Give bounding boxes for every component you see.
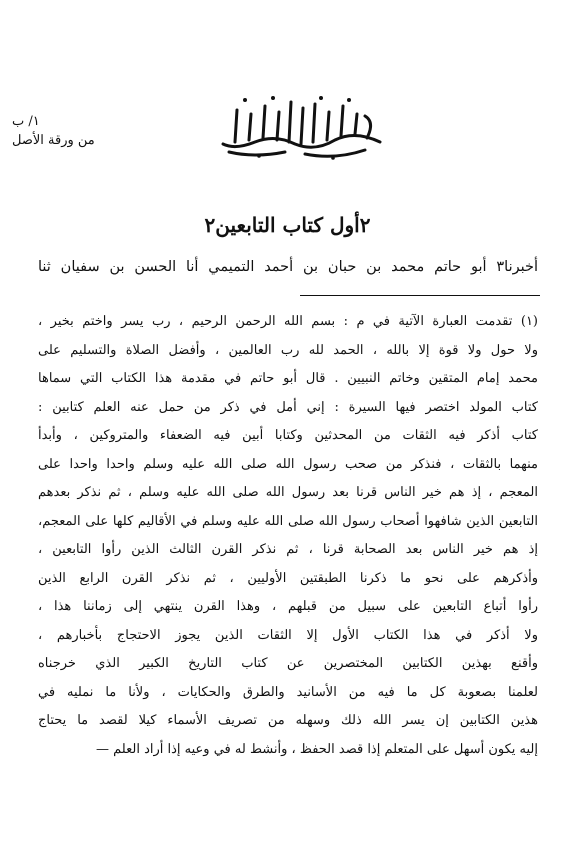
footnote-line: (١) تقدمت العبارة الآتية في م : بسم الله الرحمن الرحيم ، رب يسر واختم بخير ، [38, 314, 538, 329]
footnote-line: ولا أذكر في هذا الكتاب الأول إلا الثقات الذين يجوز الاحتجاج بأخبارهم ، [38, 627, 538, 643]
footnote-line: المعجم ، إذ هم خير الناس قرنا بعد رسول الله صلى الله عليه وسلم ، ثم نذكر بعدهم [38, 485, 538, 500]
folio-number: ١/ ب [12, 114, 40, 129]
folio-source: من ورقة الأصل [12, 133, 95, 148]
footnote-line: إذ هم خير الناس بعد الصحابة قرنا ، ثم نذكر القرن الثالث الذين رأوا التابعين ، [38, 542, 538, 557]
footnote-line: التابعين الذين شافهوا أصحاب رسول الله صلى الله عليه وسلم في الأقاليم كلها على المعجم، [38, 513, 538, 529]
footnote-line: هذين الكتابين إن يسر الله ذلك وسهله من تصريف الأسماء كيلا لقصد ما يحتاج [38, 713, 538, 728]
basmala-calligraphy [215, 92, 390, 162]
footnote-line: محمد إمام المتقين وخاتم النبيين . قال أبو حاتم في مقدمة هذا الكتاب التي سماها [38, 371, 538, 386]
footnote-line: وأقنع بهذين الكتابين المختصرين عن كتاب التاريخ الكبير الذي خرجناه [38, 656, 538, 671]
footnote-line: منهما بالثقات ، فنذكر من صحب رسول الله صلى الله عليه وسلم واحدا واحدا على [38, 456, 538, 472]
book-title: ٢أول كتاب التابعين٢ [204, 213, 371, 237]
footnote-line: وأذكرهم على نحو ما ذكرنا الطبقتين الأوليين ، ثم نذكر القرن الرابع الذين [38, 570, 538, 586]
footnotes [38, 308, 538, 764]
footnote-line: ولا حول ولا قوة إلا بالله ، الحمد لله رب العالمين ، وأفضل الصلاة والتسليم على [38, 342, 538, 358]
basmala-calligraphy-icon [215, 92, 390, 162]
footnote-line: رأوا أتباع التابعين على سبيل من قبلهم ، وهذا القرن ينتهي إلى زماننا هذا ، [38, 599, 538, 614]
footnote-line: كتاب أذكر فيه الثقات من المحدثين وكتابا أبين فيه الضعفاء والمتروكين ، وأبدأ [38, 428, 538, 443]
footnote-line: كتاب المولد اختصر فيها السيرة : إني أمل في ذكر من حمل عنه العلم كتابين : [38, 399, 538, 415]
footnote-line: إليه يكون أسهل على المتعلم إذا قصد الحفظ ، وأنشط له في وعيه إذا أراد العلم — [96, 741, 538, 757]
footnote-divider [300, 295, 540, 296]
margin-reference [12, 112, 112, 150]
footnote-line: لعلمنا بصعوبة كل ما فيه من الأسانيد والطرق والحكايات ، ولأنا ما نمليه في [38, 684, 538, 700]
opening-chain-line: أخبرنا٣ أبو حاتم محمد بن حبان بن أحمد التميمي أنا الحسن بن سفيان ثنا [38, 259, 538, 275]
